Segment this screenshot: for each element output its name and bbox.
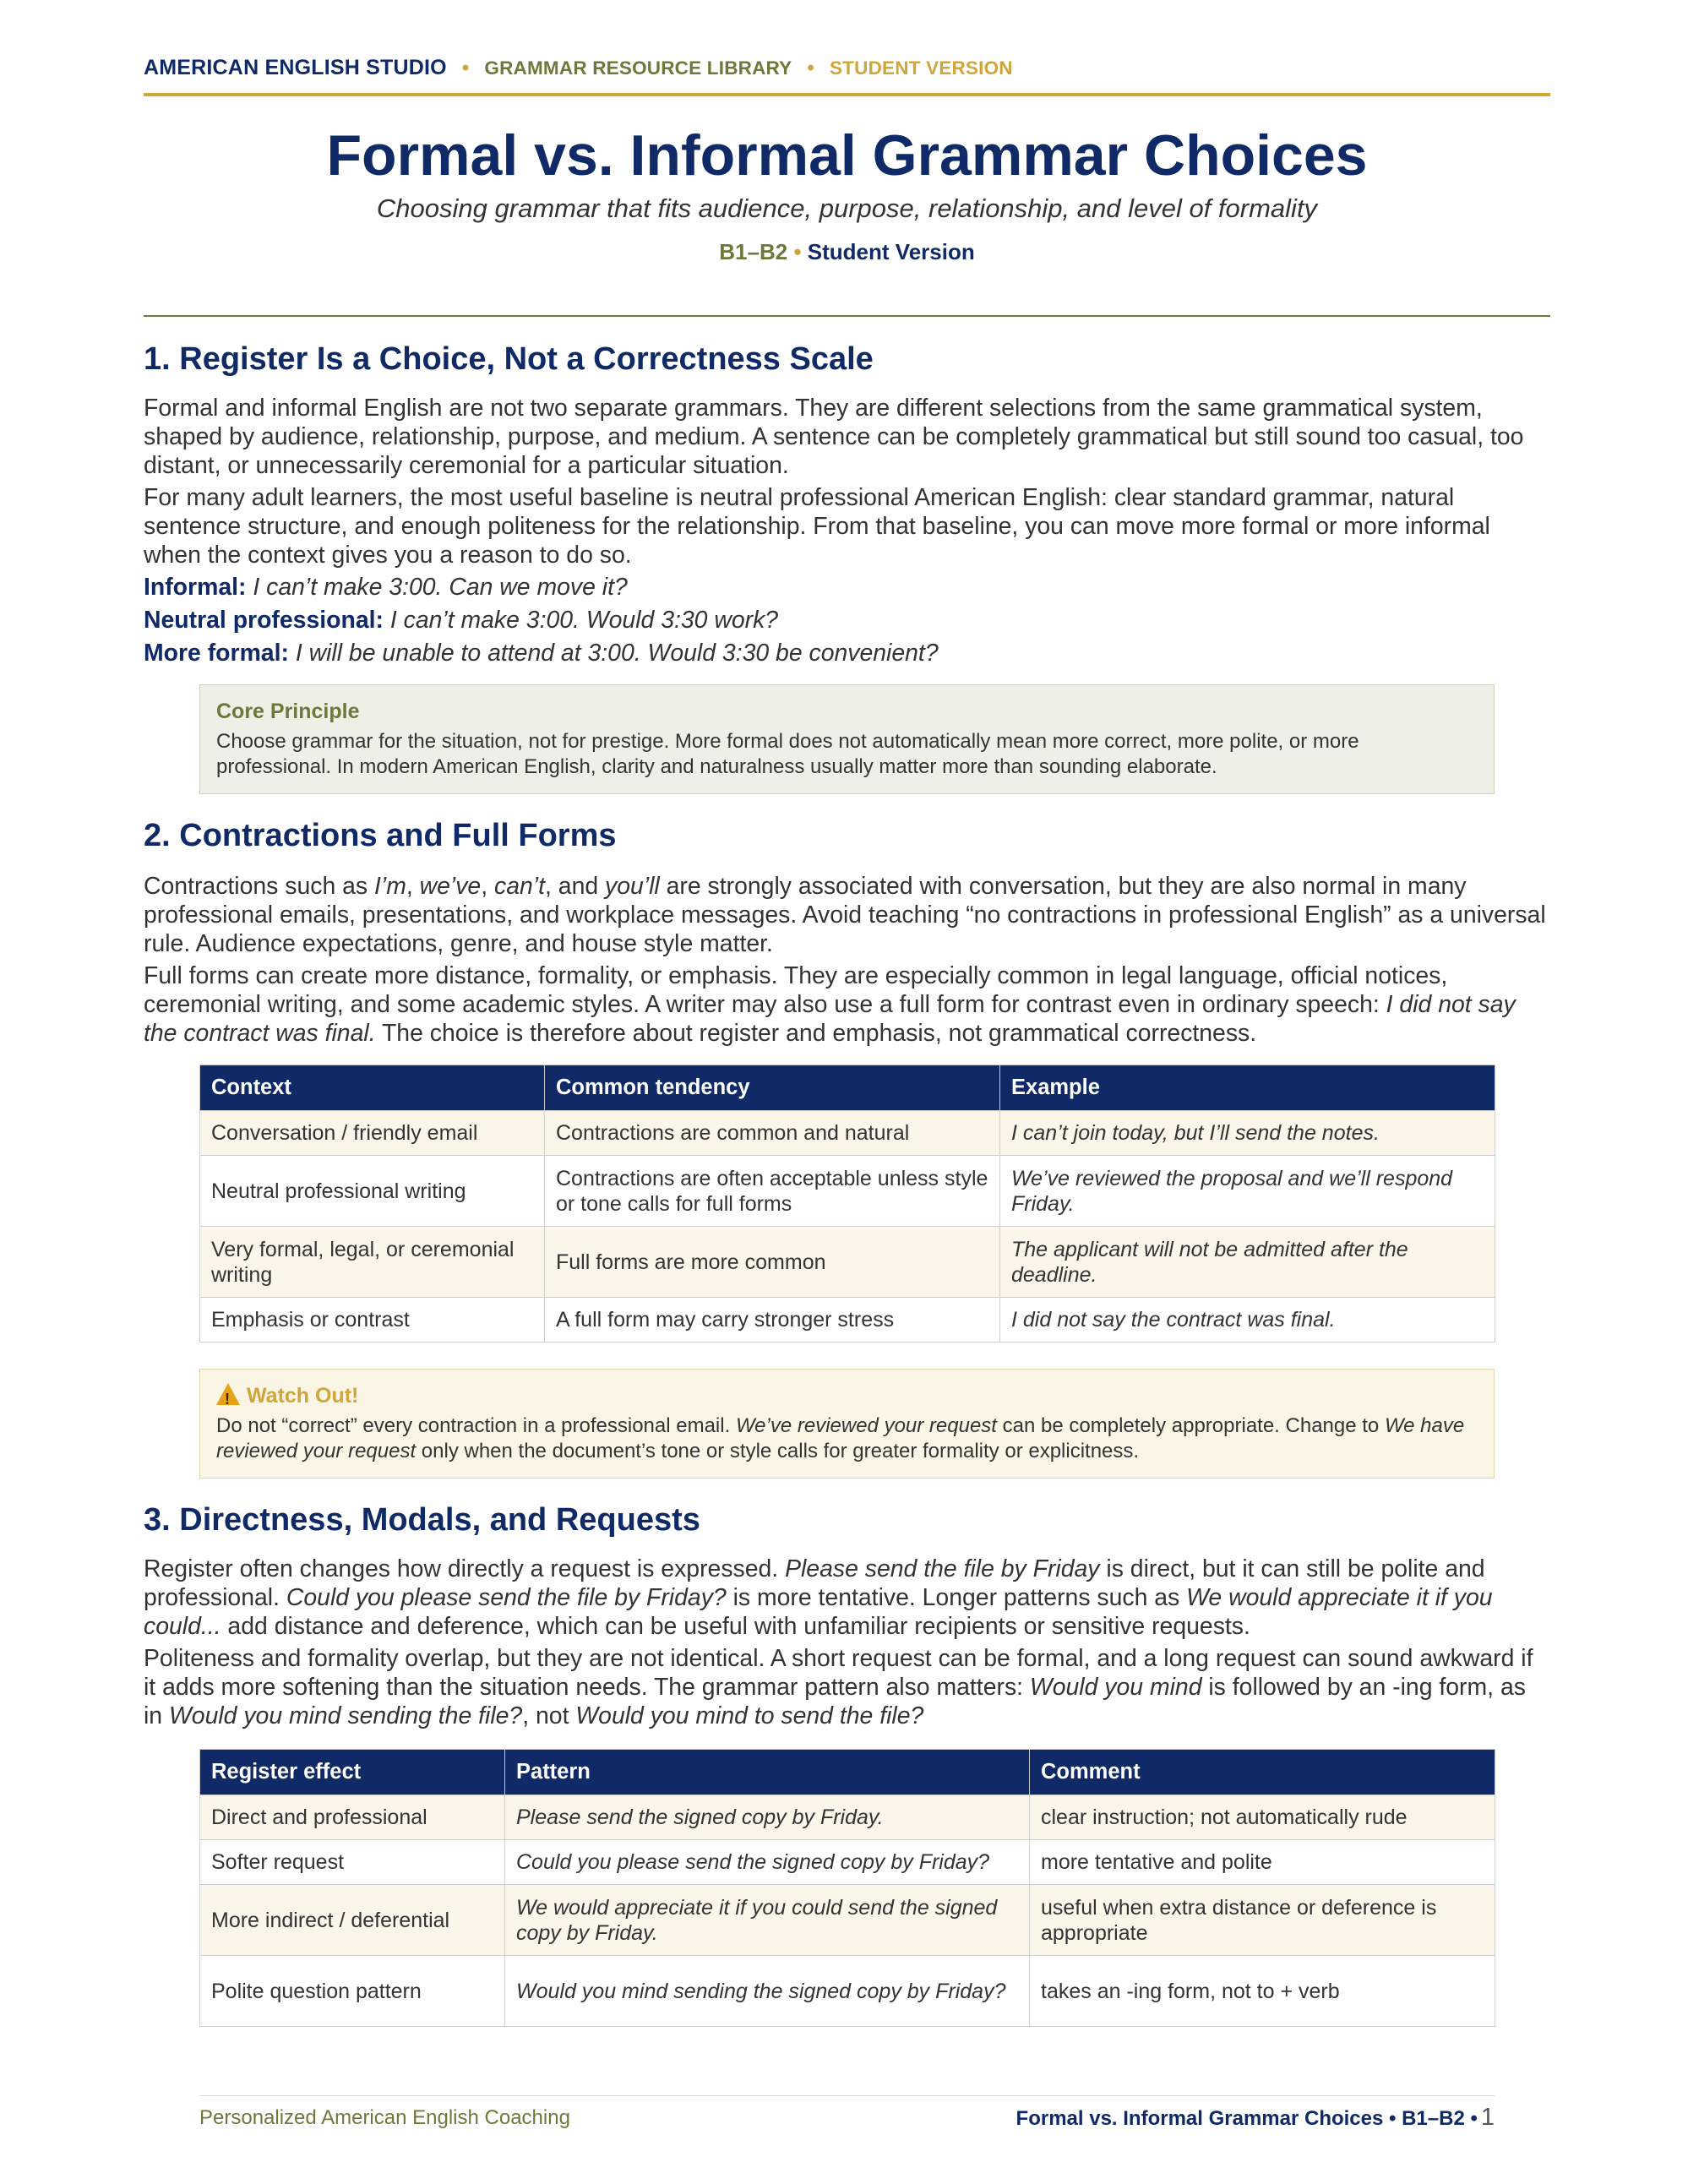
- text-run: ,: [406, 873, 420, 900]
- example-text: I can’t make 3:00. Would 3:30 work?: [389, 607, 779, 634]
- table-row: [200, 1956, 1495, 2027]
- example-formal: [144, 639, 1550, 667]
- table-cell: Conversation / friendly email: [200, 1111, 545, 1156]
- table-cell: Very formal, legal, or ceremonial writing: [200, 1227, 545, 1298]
- section3-paragraph-2: [144, 1644, 1550, 1730]
- section3-paragraph-1: [144, 1555, 1550, 1641]
- header-library: GRAMMAR RESOURCE LIBRARY: [484, 57, 792, 79]
- footer-divider: [199, 2095, 1495, 2096]
- text-run: can be completely appropriate. Change to: [996, 1414, 1385, 1437]
- header-version: STUDENT VERSION: [829, 57, 1013, 79]
- header-brand: AMERICAN ENGLISH STUDIO: [144, 56, 447, 79]
- column-header: Common tendency: [545, 1065, 1000, 1111]
- example-neutral: [144, 606, 1550, 635]
- table-row: [200, 1840, 1495, 1885]
- level-line: [144, 239, 1550, 265]
- section1-heading: 1. Register Is a Choice, Not a Correctness Scale: [144, 341, 874, 377]
- text-run: you’ll: [605, 873, 660, 900]
- table-row: [200, 1298, 1495, 1343]
- column-header: Example: [1000, 1065, 1495, 1111]
- table-cell: Direct and professional: [200, 1795, 505, 1840]
- text-run: The choice is therefore about register and emphasis, not grammatical correctness.: [375, 1020, 1257, 1047]
- text-run: I did not say the contract was final.: [144, 991, 1516, 1047]
- text-run: is followed by an -ing form, as in: [144, 1674, 1526, 1729]
- table-cell: I did not say the contract was final.: [1000, 1298, 1495, 1343]
- example-label: Informal:: [144, 574, 247, 601]
- text-run: We’ve reviewed your request: [735, 1414, 997, 1437]
- table-row: [200, 1111, 1495, 1156]
- page-title: Formal vs. Informal Grammar Choices: [326, 123, 1368, 188]
- example-text: I can’t make 3:00. Can we move it?: [253, 574, 628, 601]
- section2-paragraph-1: [144, 872, 1550, 958]
- table-cell: Full forms are more common: [545, 1227, 1000, 1298]
- text-run: is more tentative. Longer patterns such as: [726, 1584, 1187, 1611]
- title-divider: [144, 315, 1550, 317]
- text-run: we’ve: [419, 873, 482, 900]
- text-run: Would you mind to send the file?: [575, 1702, 924, 1729]
- table-cell: A full form may carry stronger stress: [545, 1298, 1000, 1343]
- column-header: Context: [200, 1065, 545, 1111]
- callout-title: Core Principle: [216, 700, 360, 723]
- text-run: , not: [522, 1702, 576, 1729]
- callout-text: [216, 1413, 1478, 1464]
- table-cell: Could you please send the signed copy by Friday?: [505, 1840, 1030, 1885]
- page-subtitle: Choosing grammar that fits audience, purpose, relationship, and level of formality: [376, 193, 1318, 223]
- watch-out-callout: [199, 1369, 1495, 1479]
- table-cell: clear instruction; not automatically rude: [1030, 1795, 1495, 1840]
- footer-title: Formal vs. Informal Grammar Choices • B1–B2 •: [1016, 2107, 1478, 2130]
- text-run: add distance and deference, which can be useful with unfamiliar recipients or sensitive requests.: [221, 1613, 1250, 1640]
- table-cell: Softer request: [200, 1840, 505, 1885]
- example-informal: [144, 573, 1550, 602]
- example-text: I will be unable to attend at 3:00. Would 3:30 be convenient?: [295, 640, 939, 667]
- table-row: [200, 1156, 1495, 1227]
- running-header: [144, 56, 1550, 80]
- text-run: ,: [481, 873, 495, 900]
- warning-icon: !: [216, 1383, 240, 1405]
- example-label: Neutral professional:: [144, 607, 384, 634]
- table-cell: more tentative and polite: [1030, 1840, 1495, 1885]
- section2-heading: 2. Contractions and Full Forms: [144, 818, 617, 853]
- text-run: can’t: [494, 873, 545, 900]
- column-header: Register effect: [200, 1750, 505, 1795]
- text-run: , and: [545, 873, 606, 900]
- section1-paragraph-2: For many adult learners, the most useful baseline is neutral professional American English: clear standard grammar, natural sentence structure, and enough politeness for the relationship. From that baseline, you can move more formal or more informal when the context gives you a reason to do so.: [144, 484, 1490, 569]
- footer-left: Personalized American English Coaching: [199, 2106, 570, 2129]
- table-cell: Contractions are often acceptable unless style or tone calls for full forms: [545, 1156, 1000, 1227]
- callout-title-row: [216, 1383, 1478, 1408]
- table-cell: I can’t join today, but I’ll send the notes.: [1000, 1111, 1495, 1156]
- callout-text: Choose grammar for the situation, not for prestige. More formal does not automatically mean more correct, more polite, or more professional. In modern American English, clarity and naturalness usually matter more than sounding elaborate.: [216, 730, 1359, 778]
- section2-paragraph-2: [144, 961, 1550, 1048]
- table-cell: More indirect / deferential: [200, 1885, 505, 1956]
- column-header: Pattern: [505, 1750, 1030, 1795]
- table-cell: Emphasis or contrast: [200, 1298, 545, 1343]
- table-row: [200, 1795, 1495, 1840]
- level-separator: •: [793, 239, 802, 264]
- level-range: B1–B2: [719, 239, 788, 264]
- table-row: [200, 1885, 1495, 1956]
- text-run: We would appreciate it if you could...: [144, 1584, 1493, 1640]
- text-run: Register often changes how directly a request is expressed.: [144, 1555, 786, 1582]
- text-run: are strongly associated with conversation, but they are also normal in many professional emails, presentations, and workplace messages. Avoid teaching “no contractions in professional English” as a universal rule. Audience expectations, genre, and house style matter.: [144, 873, 1546, 957]
- text-run: Would you mind sending the file?: [169, 1702, 523, 1729]
- footer-right: [1016, 2104, 1495, 2132]
- level-version: Student Version: [807, 239, 975, 264]
- table-cell: takes an -ing form, not to + verb: [1030, 1956, 1495, 2027]
- table-row: [200, 1227, 1495, 1298]
- text-run: I’m: [374, 873, 406, 900]
- section3-heading: 3. Directness, Modals, and Requests: [144, 1502, 700, 1538]
- table-header-row: [200, 1750, 1495, 1795]
- text-run: We have reviewed your request: [216, 1414, 1465, 1462]
- header-divider: [144, 93, 1550, 96]
- callout-title: Watch Out!: [247, 1384, 359, 1408]
- section1-paragraph-1: Formal and informal English are not two separate grammars. They are different selections from the same grammatical system, shaped by audience, relationship, purpose, and medium. A sentence can be completely grammatical but still sound too casual, too distant, or unnecessarily ceremonial for a particular situation.: [144, 395, 1524, 479]
- text-run: Would you mind: [1029, 1674, 1202, 1701]
- text-run: Politeness and formality overlap, but they are not identical. A short request can be formal, and a long request can sound awkward if it adds more softening than the situation needs. The grammar pattern also matters:: [144, 1645, 1533, 1701]
- core-principle-callout: [199, 684, 1495, 794]
- text-run: only when the document’s tone or style calls for greater formality or explicitness.: [416, 1440, 1140, 1462]
- table-cell: We would appreciate it if you could send the signed copy by Friday.: [505, 1885, 1030, 1956]
- example-label: More formal:: [144, 640, 289, 667]
- text-run: Please send the file by Friday: [785, 1555, 1100, 1582]
- table-cell: Please send the signed copy by Friday.: [505, 1795, 1030, 1840]
- text-run: Do not “correct” every contraction in a professional email.: [216, 1414, 736, 1437]
- header-separator: •: [807, 57, 814, 79]
- header-separator: •: [461, 57, 470, 79]
- text-run: is direct, but it can still be polite and professional.: [144, 1555, 1485, 1611]
- column-header: Comment: [1030, 1750, 1495, 1795]
- table-cell: We’ve reviewed the proposal and we’ll respond Friday.: [1000, 1156, 1495, 1227]
- text-run: Contractions such as: [144, 873, 374, 900]
- page-number: 1: [1480, 2104, 1495, 2131]
- contractions-table: [199, 1065, 1495, 1343]
- table-header-row: [200, 1065, 1495, 1111]
- requests-table: [199, 1749, 1495, 2027]
- table-cell: Neutral professional writing: [200, 1156, 545, 1227]
- text-run: Full forms can create more distance, formality, or emphasis. They are especially common in legal language, official notices, ceremonial writing, and some academic styles. A writer may also use a full form for contrast even in ordinary speech:: [144, 962, 1448, 1018]
- table-cell: Polite question pattern: [200, 1956, 505, 2027]
- text-run: Could you please send the file by Friday?: [286, 1584, 727, 1611]
- table-cell: Contractions are common and natural: [545, 1111, 1000, 1156]
- table-cell: Would you mind sending the signed copy by Friday?: [505, 1956, 1030, 2027]
- table-cell: useful when extra distance or deference is appropriate: [1030, 1885, 1495, 1956]
- table-cell: The applicant will not be admitted after the deadline.: [1000, 1227, 1495, 1298]
